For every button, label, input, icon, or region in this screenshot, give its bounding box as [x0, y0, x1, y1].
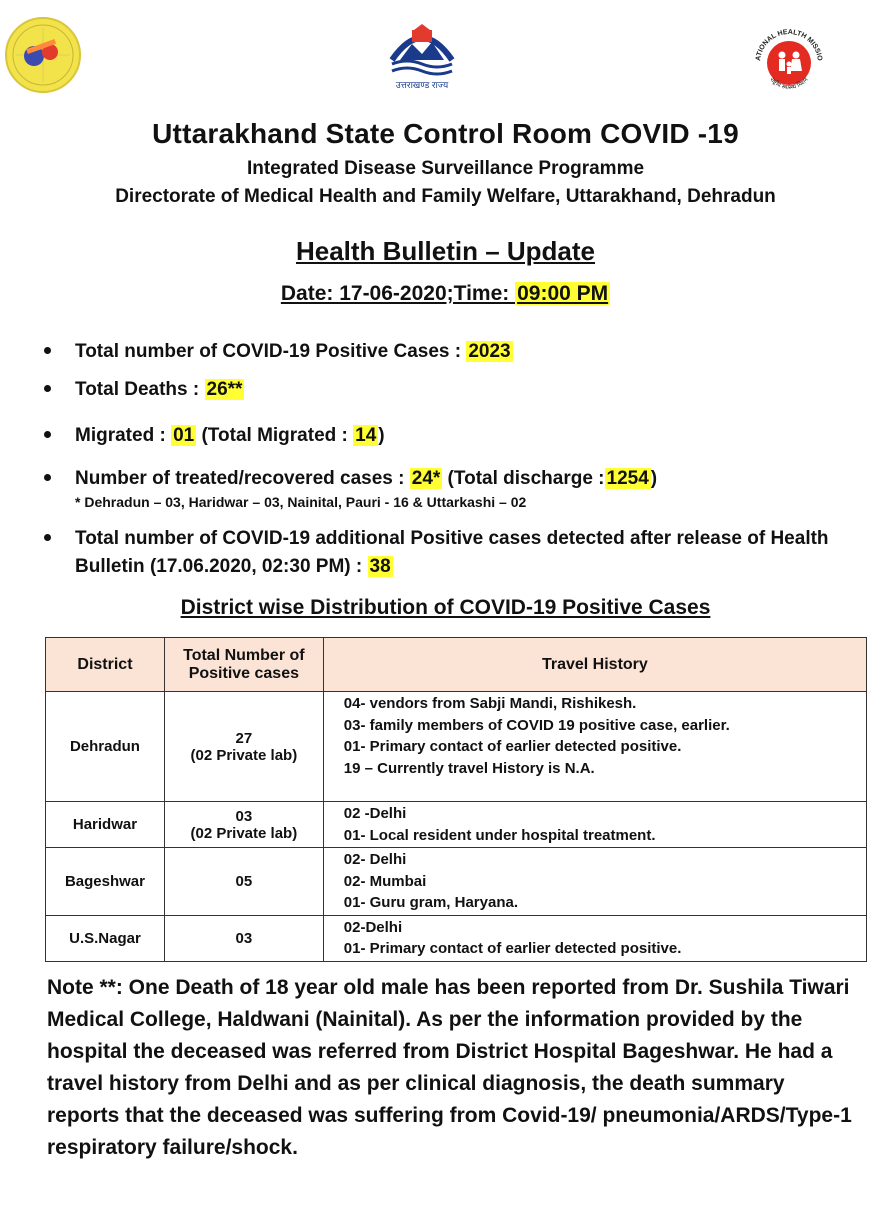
time-value: 09:00 PM	[517, 282, 609, 305]
district-cell: Haridwar	[46, 802, 165, 848]
travel-cell	[323, 848, 866, 916]
list-item	[44, 376, 874, 404]
migrated-label: Migrated :	[75, 425, 172, 446]
list-item	[44, 525, 874, 581]
cases-cell	[164, 915, 323, 961]
district-cell: Dehradun	[46, 692, 165, 802]
cases-cell	[164, 692, 323, 802]
list-item	[44, 338, 874, 366]
migrated-value: 01	[173, 425, 195, 446]
district-table	[45, 637, 867, 962]
cases-value: 03	[235, 807, 253, 825]
bulletin-title	[0, 236, 891, 267]
page-subtitle: Integrated Disease Surveillance Programme	[246, 158, 645, 179]
uttarakhand-logo	[382, 22, 462, 92]
cases-value: 27	[235, 729, 253, 747]
table-row	[46, 802, 867, 848]
travel-line: 01- Primary contact of earlier detected positive.	[343, 940, 682, 957]
travel-line: 04- vendors from Sabji Mandi, Rishikesh.	[343, 695, 637, 712]
travel-cell	[323, 802, 866, 848]
uttarakhand-logo-caption: उत्तराखण्ड राज्य	[395, 80, 449, 90]
travel-cell	[323, 692, 866, 802]
table-row	[46, 692, 867, 802]
recovered-note: * Dehradun – 03, Haridwar – 03, Nainital, Pauri - 16 & Uttarkashi – 02	[75, 494, 527, 510]
bulletin-title-text: Health Bulletin – Update	[295, 236, 596, 266]
bullet-icon	[44, 431, 51, 438]
bulletin-dateline	[0, 282, 891, 306]
travel-line: 01- Local resident under hospital treatment.	[343, 826, 656, 844]
discharge-value: 1254	[606, 468, 649, 489]
deaths-value: 26**	[206, 379, 243, 400]
cases-note: (02 Private lab)	[190, 746, 298, 764]
header-district: District	[46, 638, 165, 692]
travel-line: 01- Primary contact of earlier detected positive.	[343, 738, 682, 755]
cases-value: 05	[235, 872, 253, 890]
migrated-total-value: 14	[355, 425, 377, 446]
page-title: Uttarakhand State Control Room COVID -19	[152, 118, 739, 149]
cases-cell	[164, 848, 323, 916]
national-health-mission-logo	[746, 20, 832, 106]
header-cases: Total Number of Positive cases	[164, 638, 323, 692]
cases-value: 03	[235, 929, 253, 947]
migrated-total-label: (Total Migrated :	[196, 425, 354, 446]
list-item	[44, 422, 874, 450]
travel-line: 02- Delhi	[343, 851, 407, 868]
bullet-icon	[44, 347, 51, 354]
discharge-close: )	[650, 468, 658, 489]
travel-line: 02- Mumbai	[343, 872, 427, 890]
travel-line: 01- Guru gram, Haryana.	[343, 894, 518, 911]
department-name: Directorate of Medical Health and Family Welfare, Uttarakhand, Dehradun	[115, 186, 776, 207]
cases-note: (02 Private lab)	[190, 824, 298, 842]
bullet-icon	[44, 534, 51, 541]
nhm-logo-subtext: राष्ट्रीय स्वास्थ्य मिशन	[768, 76, 810, 92]
date-label: Date: 17-06-2020;Time:	[280, 282, 516, 305]
positive-label: Total number of COVID-19 Positive Cases :	[75, 341, 467, 362]
travel-line: 02 -Delhi	[343, 805, 407, 822]
cases-cell	[164, 802, 323, 848]
table-row	[46, 915, 867, 961]
header-travel: Travel History	[323, 638, 866, 692]
discharge-label: (Total discharge :	[442, 468, 605, 489]
list-item	[44, 465, 874, 511]
district-cell: Bageshwar	[46, 848, 165, 916]
table-row	[46, 848, 867, 916]
bullet-icon	[44, 385, 51, 392]
travel-line: 02-Delhi	[343, 918, 403, 936]
additional-label: Total number of COVID-19 additional Positive cases detected after release of Health Bulletin (17.06.2020, 02:30 PM) :	[75, 528, 829, 577]
travel-line: 19 – Currently travel History is N.A.	[343, 759, 595, 777]
bullet-icon	[44, 474, 51, 481]
positive-value: 2023	[468, 341, 511, 362]
travel-line: 03- family members of COVID 19 positive case, earlier.	[343, 716, 730, 734]
deaths-label: Total Deaths :	[75, 379, 205, 400]
state-emblem-logo	[4, 16, 82, 94]
district-table-title-text: District wise Distribution of COVID-19 Positive Cases	[180, 596, 711, 619]
migrated-close: )	[378, 425, 385, 446]
district-table-title	[0, 596, 891, 620]
table-header-row	[46, 638, 867, 692]
recovered-label: Number of treated/recovered cases :	[75, 468, 410, 489]
recovered-value: 24*	[411, 468, 441, 489]
death-note: Note **: One Death of 18 year old male has been reported from Dr. Sushila Tiwari Medical College, Haldwani (Nainital). As per the information provided by the hospital the deceased was referred from District Hospital Bageshwar. He had a travel history from Delhi and as per clinical diagnosis, the death summary reports that the deceased was suffering from Covid-19/ pneumonia/ARDS/Type-1 respiratory failure/shock.	[47, 976, 852, 1159]
nhm-logo-text: ATIONAL HEALTH MISSIO	[755, 28, 823, 62]
travel-cell	[323, 915, 866, 961]
district-cell: U.S.Nagar	[46, 915, 165, 961]
additional-value: 38	[369, 556, 391, 577]
